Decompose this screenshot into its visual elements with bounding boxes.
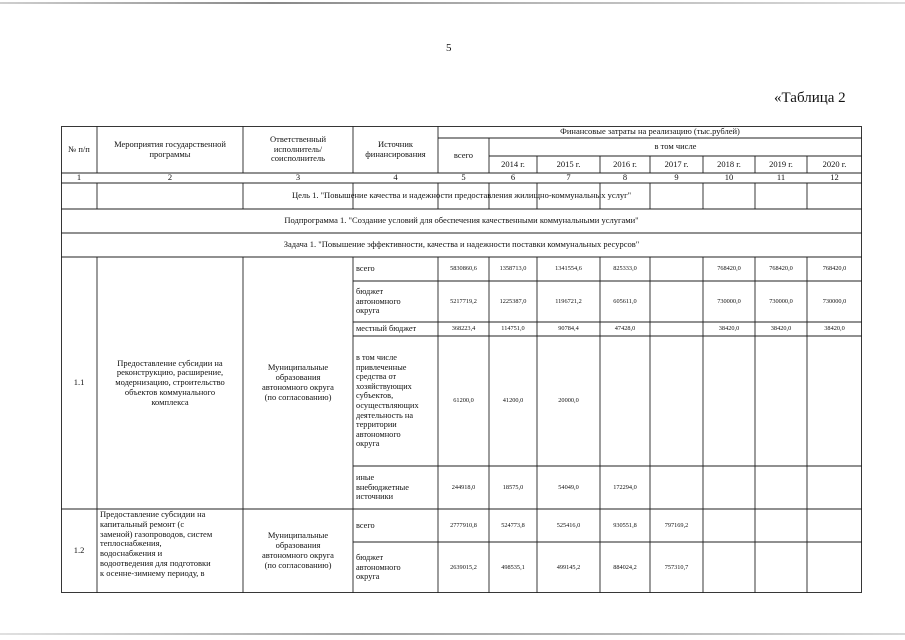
value-cell: 61200,0 xyxy=(453,397,474,405)
value-cell: 38420,0 xyxy=(770,325,792,333)
header-total: всего xyxy=(453,149,474,160)
page-number: 5 xyxy=(446,42,452,54)
value-cell: 172294,0 xyxy=(613,483,637,491)
row-1-1-measure: Предоставление субсидии на реконструкцию, расширение, модернизацию, строительство объектов коммунального комплекса xyxy=(115,357,225,407)
header-year: 2015 г. xyxy=(556,158,581,169)
column-number: 12 xyxy=(830,172,839,183)
header-year: 2018 г. xyxy=(717,158,741,169)
header-including: в том числе xyxy=(654,141,697,152)
header-responsible: Ответственный исполнитель/ соисполнитель xyxy=(270,133,326,164)
scan-bottom-edge xyxy=(0,633,905,635)
source-cell: в том числе привлеченные средства от хозяйствующих субъектов, осуществляющих деятельность на территории автономного округа xyxy=(356,353,419,449)
header-fin-costs: Финансовые затраты на реализацию (тыс.рублей) xyxy=(560,126,740,137)
value-cell: 499145,2 xyxy=(556,563,581,571)
column-number: 10 xyxy=(724,172,734,183)
value-cell xyxy=(650,322,703,336)
value-cell: 797169,2 xyxy=(664,521,689,529)
row-1-2-num: 1.2 xyxy=(73,545,85,556)
task-row: Задача 1. "Повышение эффективности, качества и надежности поставки коммунальных ресурсов" xyxy=(283,239,640,250)
value-cell: 884024,2 xyxy=(613,563,637,571)
value-cell: 525416,0 xyxy=(556,521,581,529)
header-year: 2020 г. xyxy=(822,158,847,169)
column-number: 6 xyxy=(510,172,516,183)
header-source: Источник финансирования xyxy=(365,138,426,159)
row-1-2-measure: Предоставление субсидии на капитальный ремонт (с заменой) газопроводов, систем теплоснабжения, водоснабжения и водоотведения для подготовки к осенне-зимнему периоду, в xyxy=(100,509,213,578)
value-cell: 5830860,6 xyxy=(450,265,477,273)
header-measures: Мероприятия государственной программы xyxy=(114,138,226,159)
goal-row: Цель 1. "Повышение качества и надежности предоставления жилищно-коммунальных услуг" xyxy=(291,190,632,201)
value-cell: 605611,0 xyxy=(613,297,637,305)
value-cell: 90784,4 xyxy=(558,325,579,333)
column-number: 9 xyxy=(674,172,679,183)
value-cell: 20000,0 xyxy=(558,397,579,405)
value-cell: 54049,0 xyxy=(558,483,579,491)
table-caption: «Таблица 2 xyxy=(774,90,846,106)
value-cell: 41200,0 xyxy=(502,397,524,405)
value-cell: 730000,0 xyxy=(822,297,847,305)
value-cell: 38420,0 xyxy=(718,325,740,333)
source-cell: иные внебюджетные источники xyxy=(356,473,409,502)
value-cell: 524773,8 xyxy=(501,521,525,529)
source-cell: бюджет автономного округа xyxy=(356,553,401,582)
value-cell: 38420,0 xyxy=(824,325,845,333)
column-number: 7 xyxy=(566,172,571,183)
column-number: 1 xyxy=(76,172,82,183)
value-cell: 730000,0 xyxy=(769,297,793,305)
value-cell: 498535,1 xyxy=(501,563,525,571)
value-cell: 757310,7 xyxy=(664,563,689,571)
value-cell: 2639015,2 xyxy=(450,563,477,571)
value-cell: 5217719,2 xyxy=(450,297,477,305)
value-cell: 930551,8 xyxy=(613,521,637,529)
header-year: 2016 г. xyxy=(613,158,637,169)
value-cell: 1225387,0 xyxy=(499,297,527,305)
column-number: 3 xyxy=(295,172,301,183)
financing-table xyxy=(61,126,862,593)
column-number: 5 xyxy=(461,172,466,183)
row-1-1-responsible: Муниципальные образования автономного округа (по согласованию) xyxy=(262,362,334,402)
value-cell xyxy=(650,281,703,322)
source-cell: всего xyxy=(356,520,375,530)
source-cell: местный бюджет xyxy=(356,324,417,334)
value-cell: 244918,0 xyxy=(451,483,476,491)
row-1-1-num: 1.1 xyxy=(73,377,85,388)
value-cell: 2777910,8 xyxy=(450,521,477,529)
header-num: № п/п xyxy=(68,143,90,154)
value-cell: 1358713,0 xyxy=(499,265,527,273)
subprogram-row: Подпрограмма 1. "Создание условий для обеспечения качественными коммунальными услугами" xyxy=(284,215,639,226)
value-cell: 768420,0 xyxy=(769,265,793,273)
scan-top-edge xyxy=(0,2,905,4)
value-cell: 730000,0 xyxy=(717,297,741,305)
value-cell: 18575,0 xyxy=(502,483,524,491)
value-cell: 1196721,2 xyxy=(555,297,582,305)
header-year: 2019 г. xyxy=(769,158,793,169)
value-cell: 368223,4 xyxy=(451,325,476,333)
value-cell: 1341554,6 xyxy=(555,265,582,273)
column-number: 11 xyxy=(776,172,786,183)
value-cell: 768420,0 xyxy=(717,265,741,273)
source-cell: всего xyxy=(356,264,375,274)
value-cell: 825333,0 xyxy=(613,265,637,273)
value-cell: 114751,0 xyxy=(501,325,525,333)
column-number: 4 xyxy=(393,172,398,183)
header-year: 2017 г. xyxy=(664,158,689,169)
value-cell: 768420,0 xyxy=(822,265,847,273)
header-year: 2014 г. xyxy=(501,158,525,169)
value-cell xyxy=(650,257,703,281)
value-cell: 47428,0 xyxy=(614,325,636,333)
row-1-2-responsible: Муниципальные образования автономного округа (по согласованию) xyxy=(262,530,334,570)
source-cell: бюджет автономного округа xyxy=(356,287,401,316)
column-number: 2 xyxy=(167,172,173,183)
column-number: 8 xyxy=(622,172,628,183)
